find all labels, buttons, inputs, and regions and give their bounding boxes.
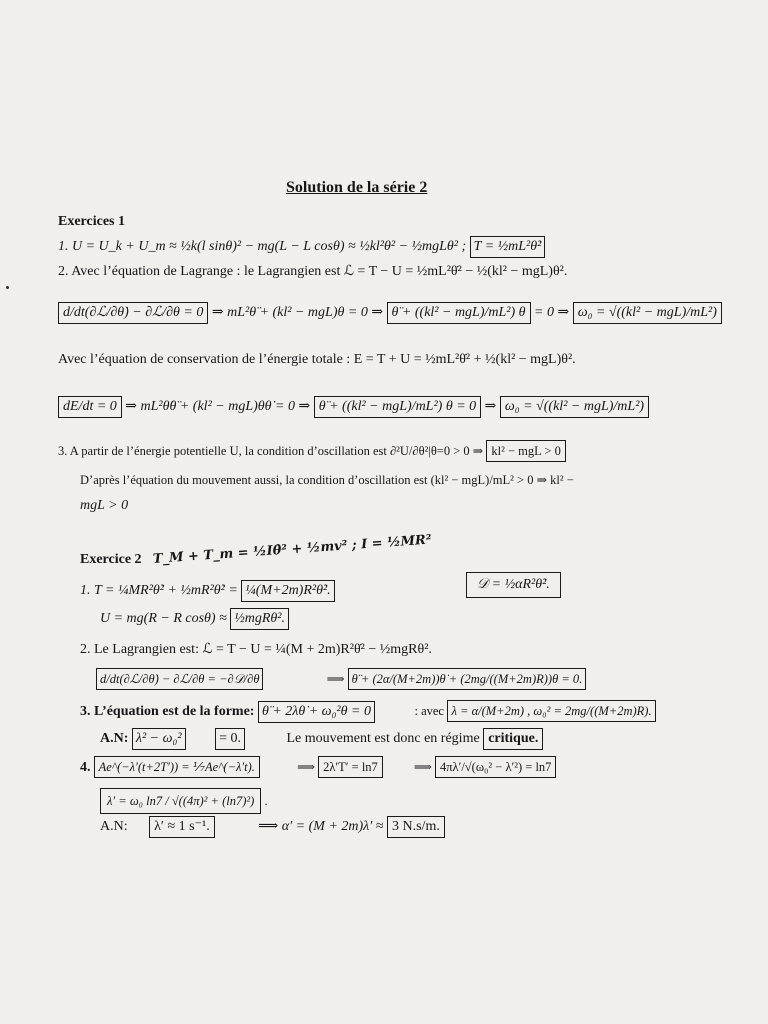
ex2-line-4-arrow: ⟹ <box>326 672 345 686</box>
ex2-lambda-box: λ′ = ω₀ ln7 / √((4π)² + (ln7)²) <box>100 788 261 814</box>
ex2-form-box: θ̈ + 2λθ̇ + ω₀²θ = 0 <box>258 701 375 723</box>
ex1-line-6 <box>58 440 566 462</box>
ex1-line-3 <box>58 302 722 324</box>
ex1-lagrange-equation-box: d/dt(∂ℒ/∂θ̇) − ∂ℒ/∂θ = 0 <box>58 302 208 324</box>
ex2-line-7 <box>80 756 556 778</box>
ex1-line-1 <box>58 236 545 258</box>
ex1-line-3-mid: ⇒ mL²θ̈ + (kl² − mgL)θ = 0 ⇒ <box>211 305 384 320</box>
exercise-2-heading-row <box>80 532 433 570</box>
ex2-line-8 <box>100 788 268 814</box>
ex1-line-5-arrow: ⇒ <box>484 399 497 414</box>
ex2-parameters-box: λ = α/(M+2m) , ω₀² = 2mg/((M+2m)R). <box>447 700 655 722</box>
ex2-amplitude-box: Ae^(−λ′(t+2T′)) = ⅐Ae^(−λ′t). <box>94 756 260 778</box>
ex1-line-7: D’après l’équation du mouvement aussi, la condition d’oscillation est (kl² − mgL)/mL² > 0 ⇒ kl² − <box>80 473 574 487</box>
ex1-line-5 <box>58 396 649 418</box>
ex1-energy-derivative-box: dE/dt = 0 <box>58 396 122 418</box>
ex2-lagrange-equation-box: d/dt(∂ℒ/∂θ̇) − ∂ℒ/∂θ = −∂𝒟/∂θ̇ <box>96 668 263 690</box>
ex2-regime-text: Le mouvement est donc en régime <box>286 731 480 746</box>
ex2-line-7-arrow-2: ⟹ <box>413 760 432 774</box>
ex2-line-6 <box>100 728 543 750</box>
ex1-line-5-mid: ⇒ mL²θ̇θ̈ + (kl² − mgL)θθ̇ = 0 ⇒ <box>125 399 311 414</box>
ex2-line-4 <box>96 668 586 690</box>
page-title: Solution de la série 2 <box>286 179 428 196</box>
ex2-potential-energy-box: ½mgRθ². <box>230 608 289 630</box>
ex1-line-8: mgL > 0 <box>80 498 129 513</box>
ex2-line-5-text: 3. L’équation est de la forme: <box>80 704 255 719</box>
ex1-condition-box: kl² − mgL > 0 <box>486 440 565 462</box>
ex2-dissipation-row <box>466 572 561 598</box>
ex2-motion-equation-box: θ̈ + (2α/(M+2m))θ̇ + (2mg/((M+2m)R))θ = 0. <box>348 668 587 690</box>
ex1-line-3-after: = 0 ⇒ <box>534 305 570 320</box>
ex2-log-ratio-box: 4πλ′/√(ω₀² − λ′²) = ln7 <box>435 756 556 778</box>
ex2-equals-zero-box: = 0. <box>215 728 245 750</box>
ex2-line-5-avec: : avec <box>414 704 444 718</box>
ex1-line-6-text: 3. A partir de l’énergie potentielle U, la condition d’oscillation est ∂²U/∂θ²|θ=0 > 0 ⇒ <box>58 444 484 458</box>
scan-speck <box>6 286 9 289</box>
ex2-line-5 <box>80 700 656 723</box>
ex2-line-8-dot: . <box>264 794 268 808</box>
ex2-kinetic-energy-box: ¼(M+2m)R²θ̇². <box>241 580 334 602</box>
ex2-an-box: λ² − ω₀² <box>132 728 186 750</box>
ex1-line-1-text: 1. U = U_k + U_m ≈ ½k(l sinθ)² − mg(L − L cosθ) ≈ ½kl²θ² − ½mgLθ² ; <box>58 239 467 254</box>
ex2-line-1 <box>80 580 335 602</box>
ex1-motion-equation-box: θ̈ + ((kl² − mgL)/mL²) θ <box>387 302 531 324</box>
ex1-line-2: 2. Avec l’équation de Lagrange : le Lagrangien est ℒ = T − U = ½mL²θ̇² − ½(kl² − mgL)θ². <box>58 264 568 279</box>
exercise-2-heading: Exercice 2 <box>80 552 142 567</box>
ex2-an-label: A.N: <box>100 731 129 746</box>
handwritten-note: T_M + T_m = ½Iθ̇² + ½mv² ; I = ½MR² <box>152 532 433 567</box>
ex1-omega-box: ω₀ = √((kl² − mgL)/mL²) <box>573 302 722 324</box>
ex2-dissipation-box: 𝒟 = ½αR²θ̇². <box>466 572 561 598</box>
ex2-line-9-mid: ⟹ α′ = (M + 2m)λ′ ≈ <box>258 819 384 834</box>
ex2-line-2-text: U = mg(R − R cosθ) ≈ <box>100 611 227 626</box>
ex2-line-3: 2. Le Lagrangien est: ℒ = T − U = ¼(M + 2m)R²θ̇² − ½mgRθ². <box>80 642 432 657</box>
ex2-line-7-arrow: ⟹ <box>297 760 315 774</box>
ex2-line-2 <box>100 608 289 630</box>
ex1-line-4: Avec l’équation de conservation de l’énergie totale : E = T + U = ½mL²θ̇² + ½(kl² − mgL)θ². <box>58 352 576 367</box>
ex2-line-1-text: 1. T = ¼MR²θ̇² + ½mR²θ̇² = <box>80 583 238 598</box>
ex1-motion-equation-box-2: θ̈ + ((kl² − mgL)/mL²) θ = 0 <box>314 396 481 418</box>
ex2-lambda-value-box: λ′ ≈ 1 s⁻¹. <box>149 816 215 838</box>
ex2-line-9 <box>100 816 445 838</box>
ex2-item-4-label: 4. <box>80 760 91 775</box>
ex2-alpha-value-box: 3 N.s/m. <box>387 816 445 838</box>
ex1-omega-box-2: ω₀ = √((kl² − mgL)/mL²) <box>500 396 649 418</box>
exercise-1-heading: Exercices 1 <box>58 214 125 229</box>
ex2-log-box: 2λ′T′ = ln7 <box>318 756 383 778</box>
ex1-kinetic-energy-box: T = ½mL²θ̇² <box>470 236 546 258</box>
ex2-an-label-2: A.N: <box>100 819 128 834</box>
ex2-regime-box: critique. <box>483 728 543 750</box>
